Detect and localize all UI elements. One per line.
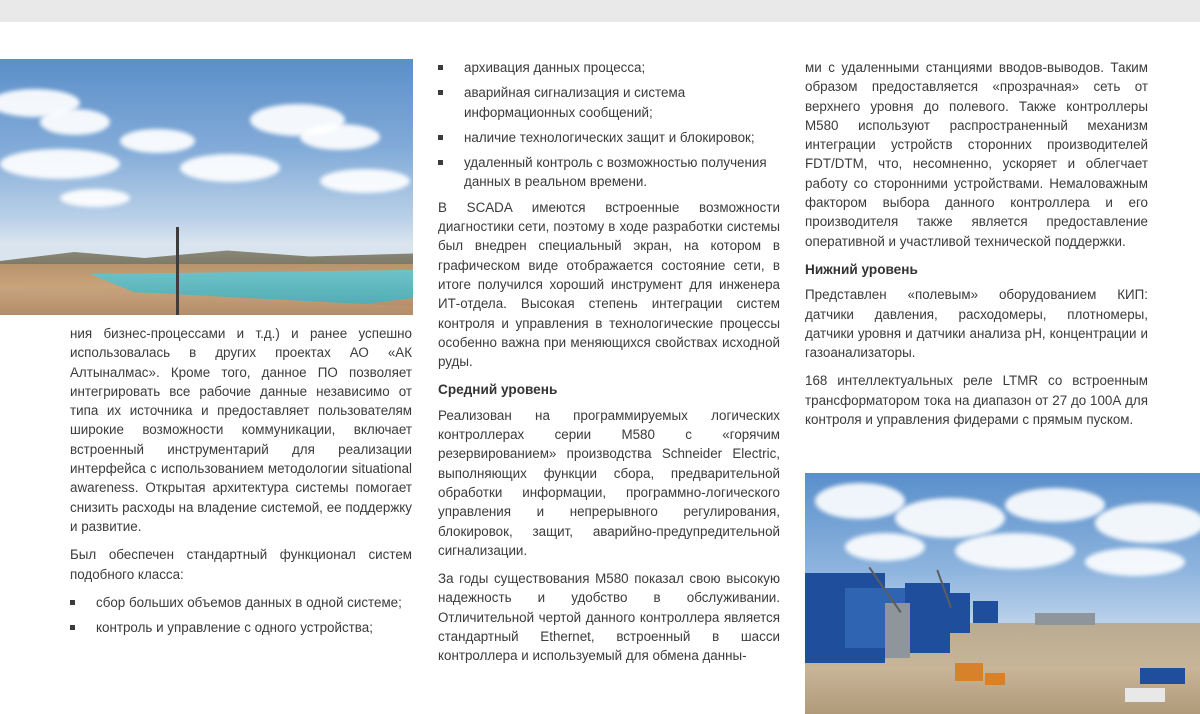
list-item-text: сбор больших объемов данных в одной системе; — [96, 594, 402, 610]
paragraph: Реализован на программируемых логических контроллерах серии M580 с «горячим резервированием» производства Schneider Electric, выполняющих функции сбора, предварительной обработки информации, программно-логического управления и непрерывного регулирования, блокировок, защит, аварийно-предупредительной сигнализации. — [438, 407, 780, 558]
bullet-icon — [438, 90, 443, 95]
list-item-text: архивация данных процесса; — [464, 60, 646, 75]
column-2 — [438, 58, 780, 675]
bullet-icon — [70, 600, 75, 605]
paragraph: ния бизнес-процессами и т.д.) и ранее успешно использовалась в других проектах АО «АК Алтыналмас». Кроме того, данное ПО позволяет интегрировать все рабочие данные независимо от типа их источника и предоставляет пользователям широкие возможности коммуникации, включает встроенный инструментарий для реализации интерфейса с использованием методологии situational awareness. Открытая архитектура системы помогает снизить расходы на владение системой, ее поддержку и развитие. — [70, 326, 412, 534]
list-item — [438, 153, 780, 192]
bullet-list — [438, 58, 780, 192]
paragraph: ми с удаленными станциями вводов-выводов. Таким образом предоставляется «прозрачная» сеть от верхнего уровня до полевого. Также контроллеры M580 используют распространенный механизм интеграции устройств сторонних производителей FDT/DTM, что, несомненно, ускоряет и облегчает работу со сторонними устройствами. Немаловажным фактором выбора данного контроллера и его производителя также является предоставление оперативной и участливой технической поддержки. — [805, 60, 1148, 249]
list-item-text: аварийная сигнализация и система информационных сообщений; — [464, 85, 686, 120]
list-item — [70, 593, 412, 612]
column-1 — [70, 324, 412, 643]
bullet-list — [70, 593, 412, 638]
paragraph: В SCADA имеются встроенные возможности диагностики сети, поэтому в ходе разработки системы был внедрен специальный экран, на котором в графическом виде отображается состояние сети, в итоге получился хороший инструмент для инженера ИТ-отдела. Высокая степень интеграции систем контроля и управления в технологические процессы особенно важна при меняющихся свойствах исходной руды. — [438, 199, 780, 370]
section-heading-lower-level: Нижний уровень — [805, 261, 918, 277]
paragraph: Был обеспечен стандартный функционал систем подобного класса: — [70, 547, 412, 582]
paragraph: 168 интеллектуальных реле LTMR со встроенным трансформатором тока на диапазон от 27 до 100А для контроля и управления фидерами с прямым пуском. — [805, 373, 1148, 428]
bullet-icon — [70, 625, 75, 630]
top-bar — [0, 0, 1200, 22]
column-3 — [805, 58, 1148, 438]
list-item — [438, 128, 780, 147]
bullet-icon — [438, 65, 443, 70]
section-heading-middle-level: Средний уровень — [438, 382, 558, 398]
reservoir-photo — [0, 59, 413, 315]
paragraph: Представлен «полевым» оборудованием КИП: датчики давления, расходомеры, плотномеры, датчики уровня и датчики анализа pH, концентрации и газоанализаторы. — [805, 287, 1148, 361]
list-item — [70, 618, 412, 637]
list-item — [438, 58, 780, 77]
list-item-text: наличие технологических защит и блокировок; — [464, 129, 755, 145]
paragraph: За годы существования M580 показал свою высокую надежность и удобство в обслуживании. Отличительной чертой данного контроллера является стандартный Ethernet, встроенный в шасси контроллера и используемый для обмена данны- — [438, 571, 780, 664]
list-item-text: контроль и управление с одного устройства; — [96, 620, 373, 636]
list-item — [438, 83, 780, 122]
industrial-site-photo — [805, 473, 1200, 714]
bullet-icon — [438, 135, 443, 140]
bullet-icon — [438, 160, 443, 165]
list-item-text: удаленный контроль с возможностью получения данных в реальном времени. — [464, 155, 767, 190]
